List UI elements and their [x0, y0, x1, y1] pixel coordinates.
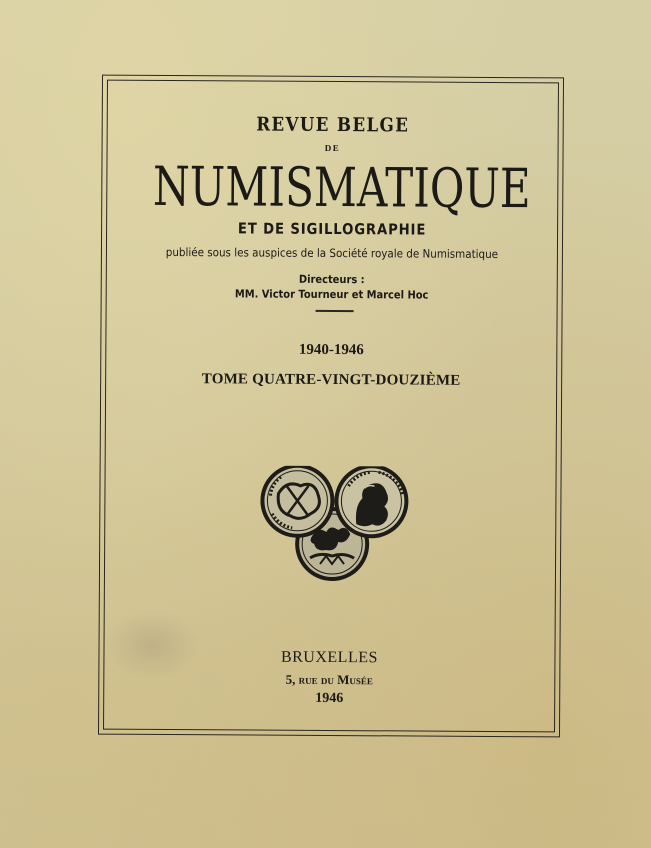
directors-names: MM. Victor Tourneur et Marcel Hoc	[234, 287, 429, 302]
journal-title: NUMISMATIQUE	[152, 154, 531, 221]
publisher-address: 5, rue du Musée	[285, 671, 374, 688]
volume-tome: TOME QUATRE-VINGT-DOUZIÈME	[201, 371, 461, 389]
publisher-note: publiée sous les auspices de la Société royale de Numismatique	[165, 244, 499, 262]
de-connector: DE	[324, 142, 341, 154]
directors-label: Directeurs :	[298, 272, 365, 287]
three-coins-emblem-icon	[260, 466, 411, 585]
journal-subtitle: ET DE SIGILLOGRAPHIE	[237, 219, 427, 239]
cover-content	[99, 76, 563, 737]
cover-frame	[98, 75, 564, 738]
publication-year: 1946	[315, 690, 344, 707]
revue-belge-heading: REVUE BELGE	[256, 113, 410, 137]
publisher-city: BRUXELLES	[280, 648, 378, 667]
volume-years: 1940-1946	[298, 341, 364, 359]
divider-rule	[316, 310, 354, 312]
